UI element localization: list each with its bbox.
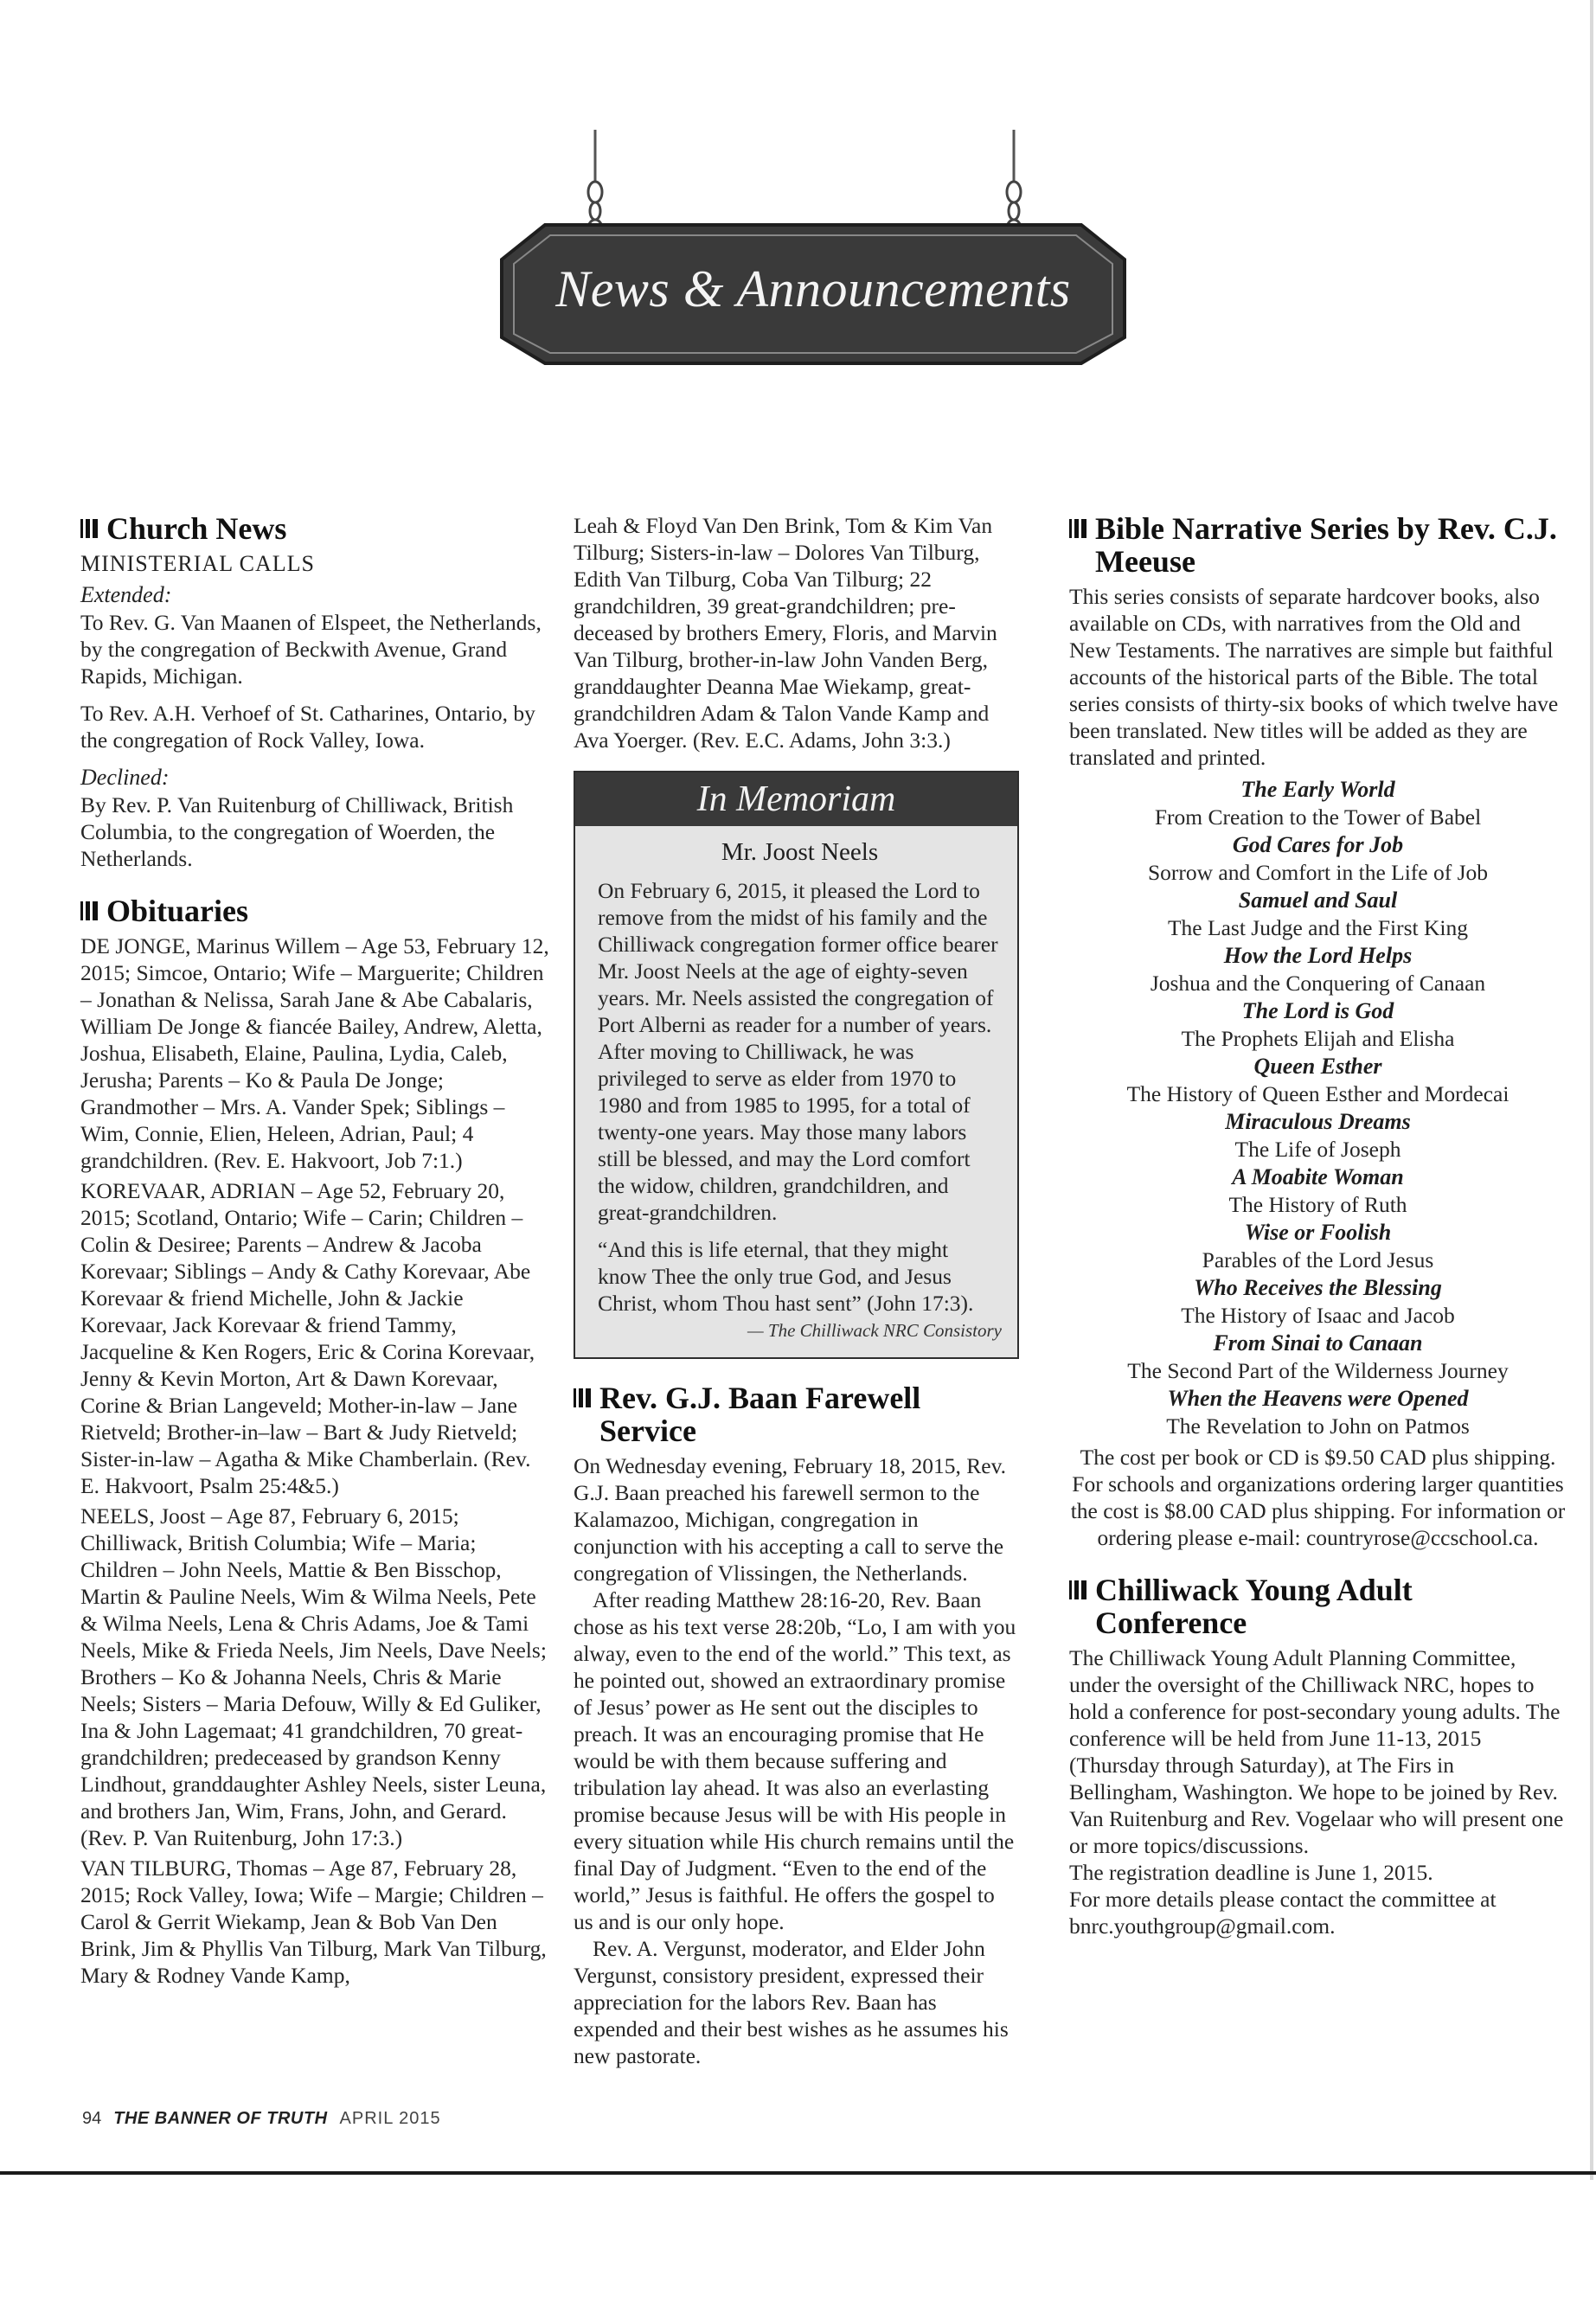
book-title: Queen Esther [1253, 1054, 1382, 1079]
book-list [1069, 776, 1567, 1440]
obituaries-heading [80, 894, 552, 927]
church-news-heading [80, 512, 552, 545]
extended-call-1: To Rev. G. Van Maanen of Elspeet, the Netherlands, by the congregation of Beckwith Avenue, Grand Rapids, Michigan. [80, 610, 542, 689]
book-item [1069, 776, 1567, 831]
bible-series-intro: This series consists of separate hardcover books, also available on CDs, with narratives from the Old and New Testaments. The narratives are simple but faithful accounts of the historical parts of the Bible. The total series consists of thirty-six books of which twelve have been translated. New titles will be added as they are translated and printed. [1069, 584, 1559, 770]
ministerial-calls-heading: MINISTERIAL CALLS [80, 551, 315, 576]
book-item [1069, 831, 1567, 887]
book-subtitle: The Last Judge and the First King [1167, 915, 1469, 940]
conference-body: The Chilliwack Young Adult Planning Committee, under the oversight of the Chilliwack NRC, hopes to hold a conference for post-secondary young adults. The conference will be held from June 11-13, 2015 (Thursday through Saturday), at The Firs in Bellingham, Washington. We hope to be joined by Rev. Van Ruitenburg and Rev. Vogelaar who will present one or more topics/discussions. [1069, 1645, 1564, 1858]
farewell-paragraph-1: On Wednesday evening, February 18, 2015, Rev. G.J. Baan preached his farewell sermon to the Kalamazoo, Michigan, congregation in conjunction with his accepting a call to serve the congregation of Vlissingen, the Netherlands. [574, 1453, 1007, 1586]
book-subtitle: The History of Isaac and Jacob [1181, 1303, 1455, 1328]
conference-contact: For more details please contact the committee at bnrc.youthgroup@gmail.com. [1069, 1887, 1497, 1939]
page-edge [1590, 0, 1593, 2180]
obituary-entry: VAN TILBURG, Thomas – Age 87, February 28, 2015; Rock Valley, Iowa; Wife – Margie; Children – Carol & Gerrit Wiekamp, Jean & Bob Van Den Brink, Jim & Phyllis Van Tilburg, Mark Van Tilburg, Mary & Rodney Vande Kamp, [80, 1856, 547, 1988]
left-column [80, 512, 552, 1992]
memoriam-text: On February 6, 2015, it pleased the Lord to remove from the midst of his family and the Chilliwack congregation former office bearer Mr. Joost Neels at the age of eighty-seven years. Mr. Neels assisted the congregation of Port Alberni as reader for a number of years. After moving to Chilliwack, he was privileged to serve as elder from 1970 to 1980 and from 1985 to 1995, for a total of twenty-one years. May those many labors still be blessed, and may the Lord comfort the widow, children, grandchildren, and great-grandchildren. [598, 878, 998, 1225]
section-bars-icon [574, 1388, 591, 1407]
memoriam-signature: — The Chilliwack NRC Consistory [747, 1320, 1002, 1341]
church-news-title: Church News [106, 511, 287, 546]
header-sign [484, 130, 1142, 389]
book-title: God Cares for Job [1232, 832, 1404, 857]
book-subtitle: The History of Queen Esther and Mordecai [1126, 1081, 1509, 1106]
book-item [1069, 1108, 1567, 1163]
book-item [1069, 997, 1567, 1053]
book-item [1069, 942, 1567, 997]
in-memoriam-heading: In Memoriam [575, 772, 1017, 826]
book-item [1069, 1219, 1567, 1274]
extended-call-2: To Rev. A.H. Verhoef of St. Catharines, Ontario, by the congregation of Rock Valley, Iowa. [80, 701, 535, 753]
bible-series-title: Bible Narrative Series by Rev. C.J. Meeuse [1095, 511, 1557, 579]
middle-column [574, 512, 1019, 2069]
book-subtitle: From Creation to the Tower of Babel [1154, 804, 1482, 830]
book-item [1069, 1385, 1567, 1440]
book-item [1069, 1330, 1567, 1385]
book-item [1069, 887, 1567, 942]
book-title: From Sinai to Canaan [1213, 1330, 1423, 1356]
book-subtitle: The Revelation to John on Patmos [1166, 1413, 1470, 1439]
book-subtitle: Joshua and the Conquering of Canaan [1150, 971, 1486, 996]
farewell-paragraph-2: After reading Matthew 28:16-20, Rev. Baan chose as his text verse 28:20b, “Lo, I am with you alway, even to the end of the world.” This text, as he pointed out, showed an extraordinary promise of Jesus’ power as He sent out the disciples to preach. It was an encouraging promise that He would be with them because suffering and tribulation lay ahead. It was also an everlasting promise because Jesus will be with His people in every situation while His church remains until the final Day of Judgment. “Even to the end of the world,” Jesus is faithful. He offers the gospel to us and is our only hope. [574, 1587, 1016, 1934]
conference-deadline: The registration deadline is June 1, 2015. [1069, 1860, 1433, 1885]
section-bars-icon [1069, 519, 1086, 538]
book-title: A Moabite Woman [1232, 1164, 1404, 1189]
book-title: Miraculous Dreams [1225, 1109, 1411, 1134]
book-title: When the Heavens were Opened [1167, 1386, 1469, 1411]
book-item [1069, 1274, 1567, 1330]
farewell-paragraph-3: Rev. A. Vergunst, moderator, and Elder John Vergunst, consistory president, expressed their appreciation for the labors Rev. Baan has expended and their best wishes as he assumes his new pastorate. [574, 1936, 1009, 2068]
page-footer [82, 2109, 441, 2129]
book-subtitle: Sorrow and Comfort in the Life of Job [1147, 860, 1489, 885]
book-subtitle: The Life of Joseph [1234, 1137, 1401, 1162]
book-subtitle: The Second Part of the Wilderness Journey [1127, 1358, 1509, 1383]
section-bars-icon [80, 519, 98, 538]
section-bars-icon [1069, 1580, 1086, 1599]
book-item [1069, 1163, 1567, 1219]
page-number: 94 [82, 2109, 102, 2128]
extended-label: Extended: [80, 582, 172, 607]
memoriam-name: Mr. Joost Neels [721, 838, 879, 866]
header-title: News & Announcements [555, 260, 1071, 317]
obituaries-title: Obituaries [106, 894, 249, 928]
bible-series-heading [1069, 512, 1567, 578]
bible-series-pricing: The cost per book or CD is $9.50 CAD plus shipping. For schools and organizations ordering larger quantities the cost is $8.00 CAD plus shipping. For information or ordering please e-mail: countryrose@ccschool.ca. [1070, 1445, 1566, 1550]
in-memoriam-body [575, 826, 1017, 1357]
book-title: Wise or Foolish [1244, 1220, 1392, 1245]
obituary-entry: DE JONGE, Marinus Willem – Age 53, February 12, 2015; Simcoe, Ontario; Wife – Marguerite; Children – Jonathan & Nelissa, Sarah Jane & Abe Cabalaris, William De Jonge & fiancée Bailey, Andrew, Aletta, Joshua, Elisabeth, Elaine, Paulina, Lydia, Caleb, Jerusha; Parents – Ko & Paula De Jonge; Grandmother – Mrs. A. Vander Spek; Siblings – Wim, Connie, Elien, Heleen, Adrian, Paul; 4 grandchildren. (Rev. E. Hakvoort, Job 7:1.) [80, 933, 549, 1173]
obituary-entry: KOREVAAR, ADRIAN – Age 52, February 20, 2015; Scotland, Ontario; Wife – Carin; Children – Colin & Desiree; Parents – Andrew & Jacoba Korevaar; Siblings – Andy & Cathy Korevaar, Abe Korevaar & friend Michelle, John & Jackie Korevaar, Jack Korevaar & friend Tammy, Jacqueline & Ken Rogers, Eric & Corina Korevaar, Jenny & Kevin Morton, Art & Dawn Korevaar, Corine & Brian Langeveld; Mother-in-law – Jane Rietveld; Brother-in–law – Bart & Judy Rietveld; Sister-in-law – Agatha & Mike Chamberlain. (Rev. E. Hakvoort, Psalm 25:4&5.) [80, 1178, 535, 1498]
book-item [1069, 1053, 1567, 1108]
book-title: The Early World [1240, 777, 1395, 802]
publication-name: THE BANNER OF TRUTH [113, 2109, 328, 2128]
declined-label: Declined: [80, 765, 170, 790]
book-subtitle: The Prophets Elijah and Elisha [1181, 1026, 1455, 1051]
book-subtitle: The History of Ruth [1228, 1192, 1407, 1217]
conference-heading [1069, 1574, 1567, 1639]
conference-title: Chilliwack Young Adult Conference [1095, 1573, 1413, 1640]
memoriam-quote: “And this is life eternal, that they might know Thee the only true God, and Jesus Christ, whom Thou hast sent” (John 17:3). [598, 1237, 974, 1316]
obituary-continued: Leah & Floyd Van Den Brink, Tom & Kim Van Tilburg; Sisters-in-law – Dolores Van Tilburg, Edith Van Tilburg, Coba Van Tilburg; 22 grandchildren, 39 great-grandchildren; pre-deceased by brothers Emery, Floris, and Marvin Van Tilburg, brother-in-law John Vanden Berg, granddaughter Deanna Mae Wiekamp, great-grandchildren Adam & Talon Vande Kamp and Ava Yoerger. (Rev. E.C. Adams, John 3:3.) [574, 513, 997, 753]
declined-call-1: By Rev. P. Van Ruitenburg of Chilliwack, British Columbia, to the congregation of Woerden, the Netherlands. [80, 792, 514, 871]
issue-date: APRIL 2015 [339, 2109, 441, 2128]
page-bottom-rule [0, 2171, 1596, 2175]
book-title: The Lord is God [1241, 998, 1394, 1023]
obituary-entry: NEELS, Joost – Age 87, February 6, 2015; Chilliwack, British Columbia; Wife – Maria; Children – John Neels, Mattie & Ben Bisschop, Martin & Pauline Neels, Wim & Wilma Neels, Pete & Wilma Neels, Lena & Chris Adams, Joe & Tami Neels, Mike & Frieda Neels, Jim Neels, Dave Neels; Brothers – Ko & Johanna Neels, Chris & Marie Neels; Sisters – Maria Defouw, Willy & Ed Guliker, Ina & John Lagemaat; 41 grandchildren, 70 great-grandchildren; predeceased by grandson Kenny Lindhout, granddaughter Ashley Neels, sister Leuna, and brothers Jan, Wim, Frans, John, and Gerard. (Rev. P. Van Ruitenburg, John 17:3.) [80, 1503, 547, 1850]
book-title: Samuel and Saul [1238, 888, 1398, 913]
section-bars-icon [80, 901, 98, 920]
book-title: Who Receives the Blessing [1194, 1275, 1442, 1300]
in-memoriam-box [574, 771, 1019, 1359]
right-column [1069, 512, 1567, 1950]
book-title: How the Lord Helps [1223, 943, 1413, 968]
farewell-title: Rev. G.J. Baan Farewell Service [599, 1381, 921, 1448]
farewell-heading [574, 1381, 1019, 1447]
book-subtitle: Parables of the Lord Jesus [1202, 1247, 1434, 1272]
